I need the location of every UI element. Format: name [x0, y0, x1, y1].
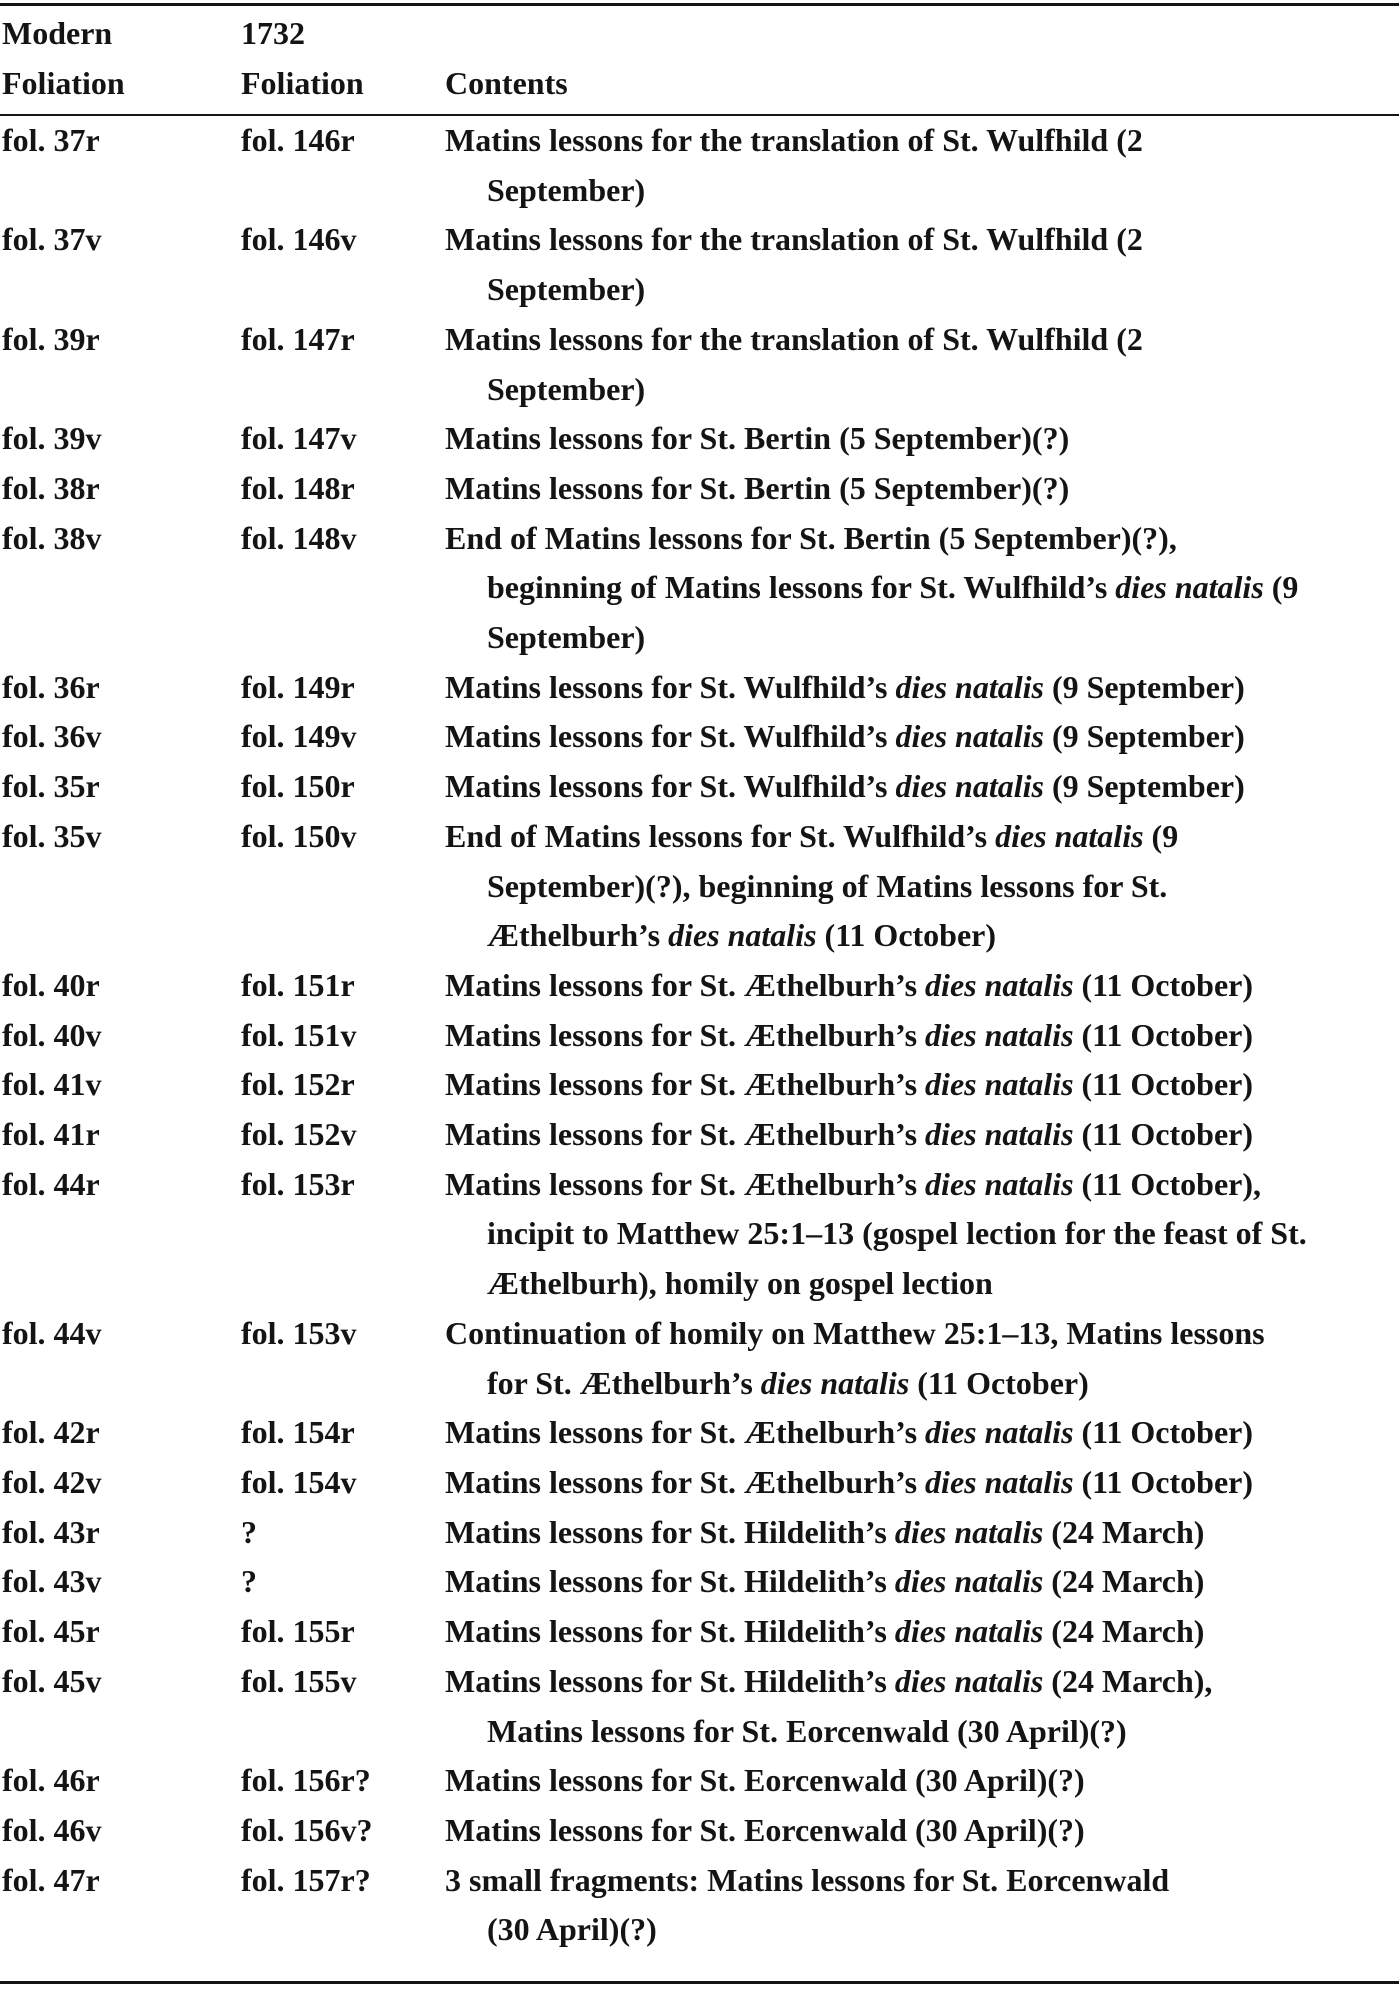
contents-line: [445, 215, 1395, 265]
contents-cell: [445, 215, 1395, 314]
contents-text: Matins lessons for St. Eorcenwald (30 April)(?): [445, 1762, 1085, 1799]
foliation-1732-cell: fol. 148r: [241, 469, 355, 506]
contents-italic-text: dies natalis: [894, 1513, 1044, 1550]
contents-line: [445, 712, 1395, 762]
foliation-1732-cell: fol. 151r: [241, 966, 355, 1003]
contents-text: Matins lessons for St. Æthelburh’s: [445, 1066, 926, 1103]
foliation-1732-cell: fol. 154v: [241, 1463, 357, 1500]
contents-italic-text: dies natalis: [668, 917, 817, 954]
contents-text: (11 October): [816, 917, 997, 954]
contents-line: [445, 1309, 1395, 1359]
contents-line: [445, 315, 1395, 365]
contents-line: [445, 563, 1395, 613]
table-row: [0, 1856, 1399, 1955]
contents-line: [445, 1657, 1395, 1707]
contents-text: Matins lessons for the translation of St. Wulfhild (2: [445, 122, 1143, 158]
foliation-1732-cell: fol. 147v: [241, 420, 357, 457]
header-modern-line-2: Foliation: [2, 65, 125, 101]
contents-italic-text: dies natalis: [925, 966, 1074, 1003]
contents-text: Matins lessons for St. Bertin (5 September)(?): [445, 469, 1070, 506]
contents-line: [445, 613, 1395, 663]
contents-line: [445, 1259, 1395, 1309]
contents-italic-text: dies natalis: [760, 1364, 910, 1401]
foliation-1732-cell: fol. 147r: [241, 320, 355, 357]
modern-foliation-cell: fol. 35r: [2, 768, 100, 805]
foliation-1732-cell: fol. 154r: [241, 1414, 355, 1451]
header-modern-foliation: [2, 8, 232, 108]
contents-cell: [445, 1806, 1395, 1856]
contents-text: Matins lessons for St. Hildelith’s: [445, 1662, 895, 1699]
modern-foliation-cell: fol. 38r: [2, 469, 100, 506]
foliation-1732-cell: fol. 156v?: [241, 1811, 373, 1848]
contents-line: [445, 116, 1395, 166]
modern-foliation-cell: fol. 44v: [2, 1314, 102, 1351]
contents-line: [445, 862, 1395, 912]
contents-italic-text: dies natalis: [925, 1066, 1074, 1103]
table-row: [0, 663, 1399, 713]
header-1732-foliation: [241, 8, 441, 108]
table-row: [0, 1607, 1399, 1657]
contents-cell: [445, 1110, 1395, 1160]
contents-text: Matins lessons for St. Æthelburh’s: [445, 1463, 926, 1500]
contents-text: (24 March): [1043, 1613, 1205, 1650]
table-body: [0, 116, 1399, 1955]
contents-text: Matins lessons for St. Wulfhild’s: [445, 768, 896, 805]
table-row: [0, 215, 1399, 314]
contents-text: Matins lessons for St. Eorcenwald (30 April)(?): [445, 1811, 1085, 1848]
contents-line: [445, 1359, 1395, 1409]
contents-cell: [445, 1508, 1395, 1558]
contents-italic-text: dies natalis: [925, 1165, 1074, 1202]
contents-line: [445, 762, 1395, 812]
contents-text: (24 March),: [1043, 1662, 1213, 1699]
foliation-1732-cell: fol. 152v: [241, 1116, 357, 1153]
table-row: [0, 1309, 1399, 1408]
contents-italic-text: dies natalis: [925, 1116, 1074, 1153]
table-row: [0, 762, 1399, 812]
contents-text: Matins lessons for St. Æthelburh’s: [445, 1116, 926, 1153]
contents-cell: [445, 1657, 1395, 1756]
contents-text: Matins lessons for St. Wulfhild’s: [445, 718, 896, 755]
modern-foliation-cell: fol. 35v: [2, 817, 102, 854]
modern-foliation-cell: fol. 43r: [2, 1513, 100, 1550]
contents-text: Matins lessons for St. Hildelith’s: [445, 1613, 895, 1650]
foliation-1732-cell: fol. 146r: [241, 122, 355, 158]
contents-text: (9 September): [1043, 768, 1245, 805]
table-row: [0, 1060, 1399, 1110]
contents-line: [445, 961, 1395, 1011]
modern-foliation-cell: fol. 36v: [2, 718, 102, 755]
contents-cell: [445, 663, 1395, 713]
contents-text: Matins lessons for the translation of St. Wulfhild (2: [445, 221, 1143, 258]
contents-text: (11 October): [1073, 1016, 1254, 1053]
modern-foliation-cell: fol. 45r: [2, 1613, 100, 1650]
table-row: [0, 1110, 1399, 1160]
contents-cell: [445, 1408, 1395, 1458]
table-row: [0, 1756, 1399, 1806]
foliation-1732-cell: fol. 148v: [241, 519, 357, 556]
contents-cell: [445, 1309, 1395, 1408]
contents-text: (30 April)(?): [487, 1911, 657, 1948]
contents-text: Matins lessons for St. Æthelburh’s: [445, 1165, 926, 1202]
table-row: [0, 812, 1399, 961]
foliation-1732-cell: ?: [241, 1563, 257, 1600]
contents-text: (24 March): [1043, 1563, 1205, 1600]
contents-text: Matins lessons for St. Æthelburh’s: [445, 966, 926, 1003]
header-modern-line-1: Modern: [2, 15, 113, 51]
contents-line: [445, 663, 1395, 713]
table-row: [0, 712, 1399, 762]
table-row: [0, 1458, 1399, 1508]
contents-text: Matins lessons for St. Hildelith’s: [445, 1563, 895, 1600]
contents-line: [445, 414, 1395, 464]
contents-italic-text: dies natalis: [895, 768, 1044, 805]
contents-italic-text: dies natalis: [895, 668, 1044, 705]
foliation-1732-cell: fol. 155v: [241, 1662, 357, 1699]
contents-text: Matins lessons for St. Wulfhild’s: [445, 668, 896, 705]
foliation-1732-cell: fol. 156r?: [241, 1762, 371, 1799]
contents-italic-text: dies natalis: [925, 1414, 1074, 1451]
contents-text: End of Matins lessons for St. Bertin (5 September)(?),: [445, 519, 1177, 556]
modern-foliation-cell: fol. 46v: [2, 1811, 102, 1848]
contents-cell: [445, 1557, 1395, 1607]
modern-foliation-cell: fol. 39v: [2, 420, 102, 457]
contents-cell: [445, 812, 1395, 961]
contents-italic-text: dies natalis: [1115, 569, 1264, 606]
contents-cell: [445, 1607, 1395, 1657]
contents-line: [445, 1110, 1395, 1160]
table-row: [0, 1408, 1399, 1458]
modern-foliation-cell: fol. 40v: [2, 1016, 102, 1053]
contents-line: [445, 1060, 1395, 1110]
modern-foliation-cell: fol. 42r: [2, 1414, 100, 1451]
table-row: [0, 1657, 1399, 1756]
contents-italic-text: dies natalis: [925, 1463, 1074, 1500]
contents-text: (24 March): [1043, 1513, 1205, 1550]
modern-foliation-cell: fol. 40r: [2, 966, 100, 1003]
table-row: [0, 116, 1399, 215]
contents-line: [445, 1856, 1395, 1906]
foliation-1732-cell: fol. 153v: [241, 1314, 357, 1351]
contents-line: [445, 1408, 1395, 1458]
contents-line: [445, 1607, 1395, 1657]
contents-text: (11 October),: [1073, 1165, 1262, 1202]
contents-line: [445, 265, 1395, 315]
table-row: [0, 1557, 1399, 1607]
contents-text: (11 October): [909, 1364, 1089, 1401]
contents-cell: [445, 961, 1395, 1011]
contents-text: beginning of Matins lessons for St. Wulfhild’s: [487, 569, 1116, 606]
modern-foliation-cell: fol. 39r: [2, 320, 100, 357]
foliation-1732-cell: fol. 155r: [241, 1613, 355, 1650]
contents-cell: [445, 514, 1395, 663]
contents-cell: [445, 762, 1395, 812]
header-contents-label: Contents: [445, 65, 568, 101]
contents-text: (11 October): [1073, 1414, 1254, 1451]
modern-foliation-cell: fol. 43v: [2, 1563, 102, 1600]
modern-foliation-cell: fol. 41r: [2, 1116, 100, 1153]
contents-text: (11 October): [1073, 966, 1254, 1003]
contents-text: September): [487, 370, 646, 407]
contents-text: Continuation of homily on Matthew 25:1–13, Matins lessons: [445, 1314, 1265, 1351]
modern-foliation-cell: fol. 37r: [2, 122, 100, 158]
contents-cell: [445, 315, 1395, 414]
contents-cell: [445, 116, 1395, 215]
contents-text: Matins lessons for St. Bertin (5 September)(?): [445, 420, 1070, 457]
contents-line: [445, 1756, 1395, 1806]
contents-italic-text: dies natalis: [894, 1662, 1044, 1699]
contents-cell: [445, 1756, 1395, 1806]
modern-foliation-cell: fol. 44r: [2, 1165, 100, 1202]
contents-italic-text: dies natalis: [894, 1613, 1044, 1650]
contents-text: September)(?), beginning of Matins lessons for St.: [487, 867, 1168, 904]
contents-line: [445, 1011, 1395, 1061]
contents-line: [445, 1557, 1395, 1607]
modern-foliation-cell: fol. 46r: [2, 1762, 100, 1799]
contents-cell: [445, 712, 1395, 762]
contents-text: Matins lessons for St. Hildelith’s: [445, 1513, 895, 1550]
contents-text: (9: [1143, 817, 1179, 854]
contents-italic-text: dies natalis: [895, 718, 1044, 755]
table-row: [0, 514, 1399, 663]
contents-cell: [445, 1011, 1395, 1061]
contents-line: [445, 1458, 1395, 1508]
header-1732-line-2: Foliation: [241, 65, 364, 101]
foliation-1732-cell: fol. 157r?: [241, 1861, 371, 1898]
contents-text: Æthelburh), homily on gospel lection: [487, 1265, 993, 1302]
table-row: [0, 315, 1399, 414]
contents-line: [445, 911, 1395, 961]
foliation-1732-cell: fol. 151v: [241, 1016, 357, 1053]
table-header: [0, 8, 1399, 112]
contents-text: Matins lessons for St. Eorcenwald (30 April)(?): [487, 1712, 1127, 1749]
contents-italic-text: dies natalis: [894, 1563, 1044, 1600]
contents-text: (9 September): [1043, 718, 1245, 755]
contents-text: (11 October): [1073, 1463, 1254, 1500]
contents-text: September): [487, 171, 646, 208]
contents-text: Æthelburh’s: [487, 917, 669, 954]
modern-foliation-cell: fol. 47r: [2, 1861, 100, 1898]
contents-cell: [445, 1060, 1395, 1110]
contents-text: September): [487, 271, 646, 308]
contents-line: [445, 365, 1395, 415]
contents-line: [445, 1806, 1395, 1856]
table-row: [0, 1160, 1399, 1309]
foliation-1732-cell: fol. 149r: [241, 668, 355, 705]
foliation-1732-cell: fol. 150r: [241, 768, 355, 805]
contents-cell: [445, 1160, 1395, 1309]
modern-foliation-cell: fol. 41v: [2, 1066, 102, 1103]
contents-text: End of Matins lessons for St. Wulfhild’s: [445, 817, 996, 854]
modern-foliation-cell: fol. 38v: [2, 519, 102, 556]
contents-text: Matins lessons for St. Æthelburh’s: [445, 1414, 926, 1451]
contents-text: (11 October): [1073, 1066, 1254, 1103]
contents-line: [445, 1209, 1395, 1259]
foliation-1732-cell: fol. 153r: [241, 1165, 355, 1202]
contents-line: [445, 464, 1395, 514]
contents-line: [445, 166, 1395, 216]
contents-text: incipit to Matthew 25:1–13 (gospel lection for the feast of St.: [487, 1215, 1307, 1252]
contents-text: Matins lessons for the translation of St. Wulfhild (2: [445, 320, 1143, 357]
contents-text: 3 small fragments: Matins lessons for St. Eorcenwald: [445, 1861, 1170, 1898]
contents-text: (9 September): [1043, 668, 1245, 705]
contents-italic-text: dies natalis: [925, 1016, 1074, 1053]
contents-text: (9: [1263, 569, 1299, 606]
table-top-rule: [0, 3, 1399, 6]
contents-text: Matins lessons for St. Æthelburh’s: [445, 1016, 926, 1053]
table-row: [0, 961, 1399, 1011]
contents-line: [445, 1707, 1395, 1757]
contents-text: September): [487, 619, 646, 656]
contents-text: for St. Æthelburh’s: [487, 1364, 761, 1401]
table-row: [0, 1011, 1399, 1061]
contents-cell: [445, 1856, 1395, 1955]
modern-foliation-cell: fol. 42v: [2, 1463, 102, 1500]
contents-italic-text: dies natalis: [995, 817, 1144, 854]
table-bottom-rule: [0, 1981, 1399, 1984]
header-contents: [445, 8, 1345, 108]
foliation-1732-cell: fol. 146v: [241, 221, 357, 258]
table-row: [0, 1806, 1399, 1856]
contents-text: (11 October): [1073, 1116, 1254, 1153]
table-row: [0, 464, 1399, 514]
contents-line: [445, 1508, 1395, 1558]
contents-line: [445, 1160, 1395, 1210]
header-1732-line-1: 1732: [241, 15, 305, 51]
table-row: [0, 414, 1399, 464]
foliation-1732-cell: fol. 150v: [241, 817, 357, 854]
contents-cell: [445, 1458, 1395, 1508]
foliation-1732-cell: fol. 149v: [241, 718, 357, 755]
contents-line: [445, 1905, 1395, 1955]
table-row: [0, 1508, 1399, 1558]
contents-cell: [445, 414, 1395, 464]
contents-line: [445, 514, 1395, 564]
foliation-1732-cell: fol. 152r: [241, 1066, 355, 1103]
contents-cell: [445, 464, 1395, 514]
modern-foliation-cell: fol. 36r: [2, 668, 100, 705]
modern-foliation-cell: fol. 37v: [2, 221, 102, 258]
contents-line: [445, 812, 1395, 862]
modern-foliation-cell: fol. 45v: [2, 1662, 102, 1699]
foliation-1732-cell: ?: [241, 1513, 257, 1550]
